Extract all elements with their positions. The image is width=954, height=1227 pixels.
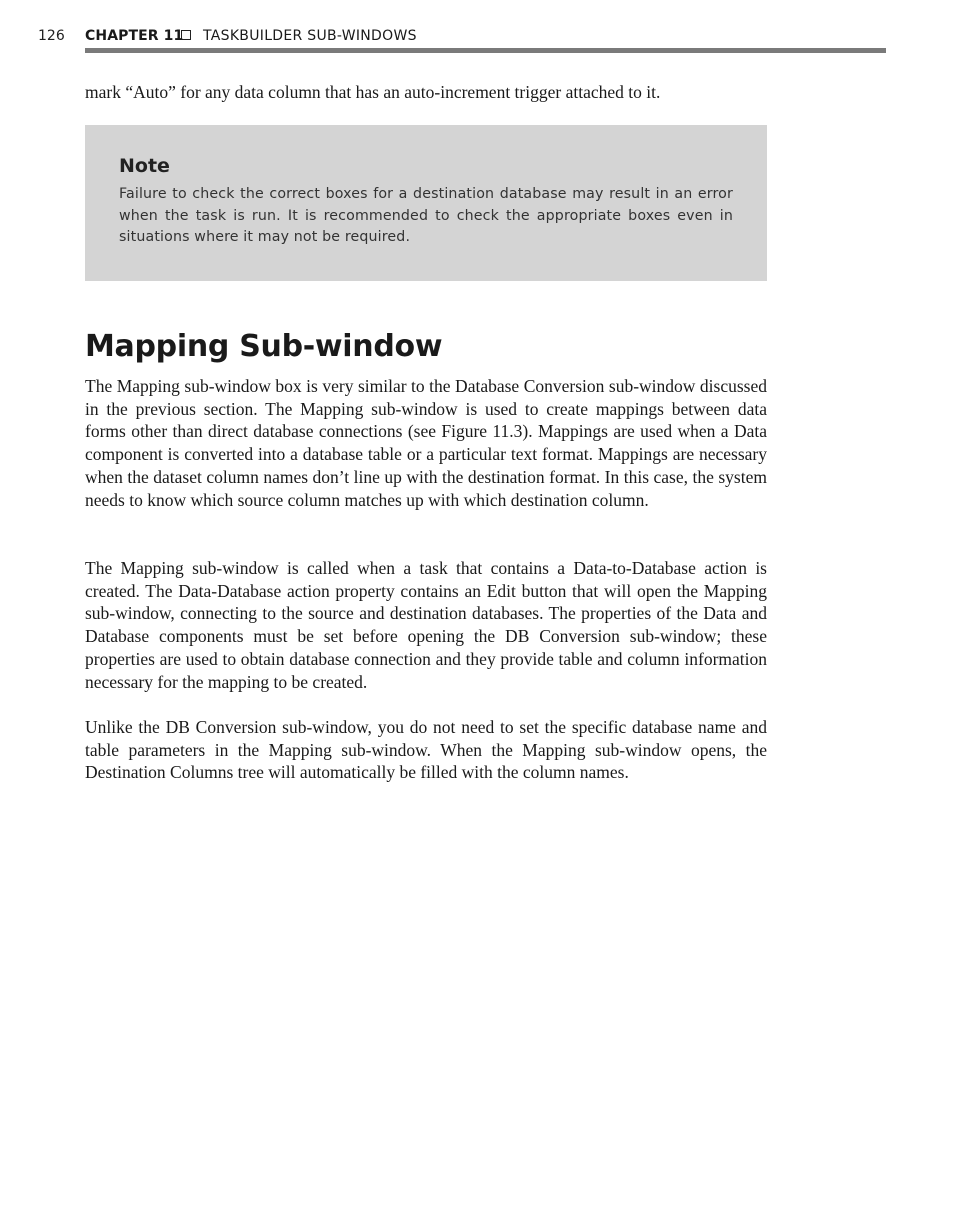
body-paragraph-2: The Mapping sub-window is called when a task that contains a Data-to-Database action is created. The Data-Database action property contains an Edit button that will open the Mapping sub-window, connecting to the source and destination databases. The properties of the Data and Database components must be set before opening the DB Conversion sub-window; these properties are used to obtain database connection and they provide table and column information necessary for the mapping to be created.	[85, 558, 767, 692]
header-rule	[85, 48, 886, 53]
square-separator-icon	[181, 30, 191, 40]
continuation-paragraph: mark “Auto” for any data column that has an auto-increment trigger attached to it.	[85, 82, 661, 102]
note-text: Failure to check the correct boxes for a destination database may result in an error when the task is run. It is recommended to check the appropriate boxes even in situations where it may not be required.	[119, 186, 733, 245]
body-paragraph-1: The Mapping sub-window box is very similar to the Database Conversion sub-window discussed in the previous section. The Mapping sub-window is used to create mappings between data forms other than direct database connections (see Figure 11.3). Mappings are used when a Data component is converted into a database table or a particular text format. Mappings are necessary when the dataset column names don’t line up with the destination format. In this case, the system needs to know which source column matches up with which destination column.	[85, 376, 767, 510]
page-number: 126	[38, 28, 65, 44]
chapter-label: CHAPTER 11	[85, 28, 184, 44]
chapter-title: TASKBUILDER SUB-WINDOWS	[203, 28, 417, 44]
section-heading: Mapping Sub-window	[85, 329, 443, 364]
body-paragraph-3: Unlike the DB Conversion sub-window, you do not need to set the specific database name and table parameters in the Mapping sub-window. When the Mapping sub-window opens, the Destination Columns tree will automatically be filled with the column names.	[85, 717, 767, 783]
running-header	[38, 26, 886, 46]
note-box	[85, 125, 767, 281]
note-title: Note	[119, 155, 170, 177]
